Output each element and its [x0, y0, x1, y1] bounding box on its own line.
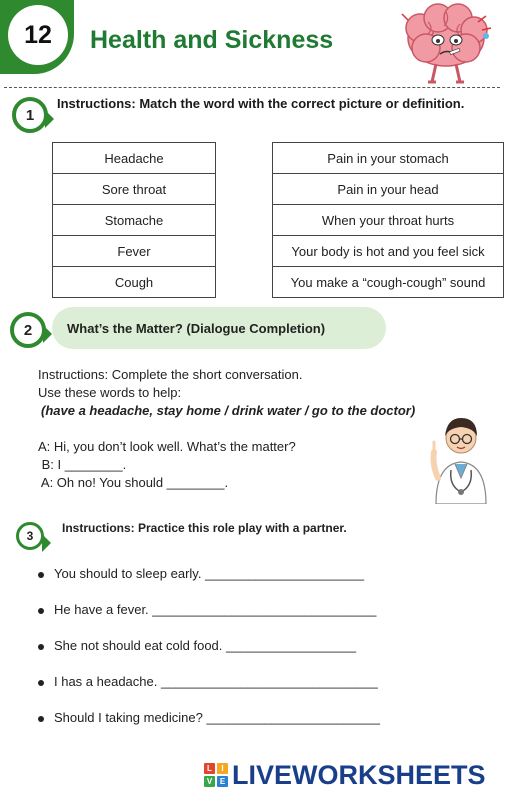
unit-number: 12: [8, 5, 68, 65]
definition-cell[interactable]: Pain in your head: [273, 174, 504, 205]
definition-cell[interactable]: Your body is hot and you feel sick: [273, 236, 504, 267]
word-cell[interactable]: Stomache: [53, 205, 216, 236]
words-table: [52, 142, 216, 298]
section-3-instructions: Instructions: Practice this role play with a partner.: [62, 521, 347, 535]
definitions-table: [272, 142, 504, 298]
section-3-number: 3: [16, 522, 44, 550]
dialogue-line-b[interactable]: B: I ________.: [38, 457, 127, 472]
list-item[interactable]: I has a headache. ______________________________: [34, 674, 380, 710]
doctor-icon: [426, 408, 496, 504]
page-title: Health and Sickness: [90, 26, 334, 54]
list-item[interactable]: Should I taking medicine? ________________________: [34, 710, 380, 746]
logo-squares-icon: L I V E: [204, 763, 228, 787]
word-cell[interactable]: Cough: [53, 267, 216, 298]
dialogue-line-a2[interactable]: A: Oh no! You should ________.: [38, 475, 229, 490]
logo-text: LIVEWORKSHEETS: [232, 759, 486, 790]
section-2-instructions: Instructions: Complete the short conversation.: [38, 367, 303, 382]
header-divider: [4, 87, 500, 88]
list-item[interactable]: He have a fever. _______________________________: [34, 602, 380, 638]
word-cell[interactable]: Sore throat: [53, 174, 216, 205]
sentence-list: [34, 566, 380, 746]
use-words-label: Use these words to help:: [38, 385, 182, 400]
section-2-number: 2: [10, 312, 46, 348]
list-item[interactable]: She not should eat cold food. __________________: [34, 638, 380, 674]
section-2-banner: [52, 307, 386, 349]
definition-cell[interactable]: You make a “cough-cough” sound: [273, 267, 504, 298]
word-cell[interactable]: Fever: [53, 236, 216, 267]
sick-brain-icon: [398, 2, 494, 86]
word-hint: (have a headache, stay home / drink water / go to the doctor): [41, 403, 416, 418]
dialogue-line-a1: A: Hi, you don’t look well. What’s the matter?: [38, 439, 296, 454]
section-2-title: What’s the Matter? (Dialogue Completion): [67, 320, 326, 336]
list-item[interactable]: You should to sleep early. ______________________: [34, 566, 380, 602]
definition-cell[interactable]: When your throat hurts: [273, 205, 504, 236]
section-1-instructions: Instructions: Match the word with the correct picture or definition.: [57, 96, 465, 111]
liveworksheets-logo[interactable]: [204, 760, 486, 790]
section-1-number: 1: [12, 97, 48, 133]
definition-cell[interactable]: Pain in your stomach: [273, 143, 504, 174]
dialogue-block: [38, 366, 458, 492]
word-cell[interactable]: Headache: [53, 143, 216, 174]
